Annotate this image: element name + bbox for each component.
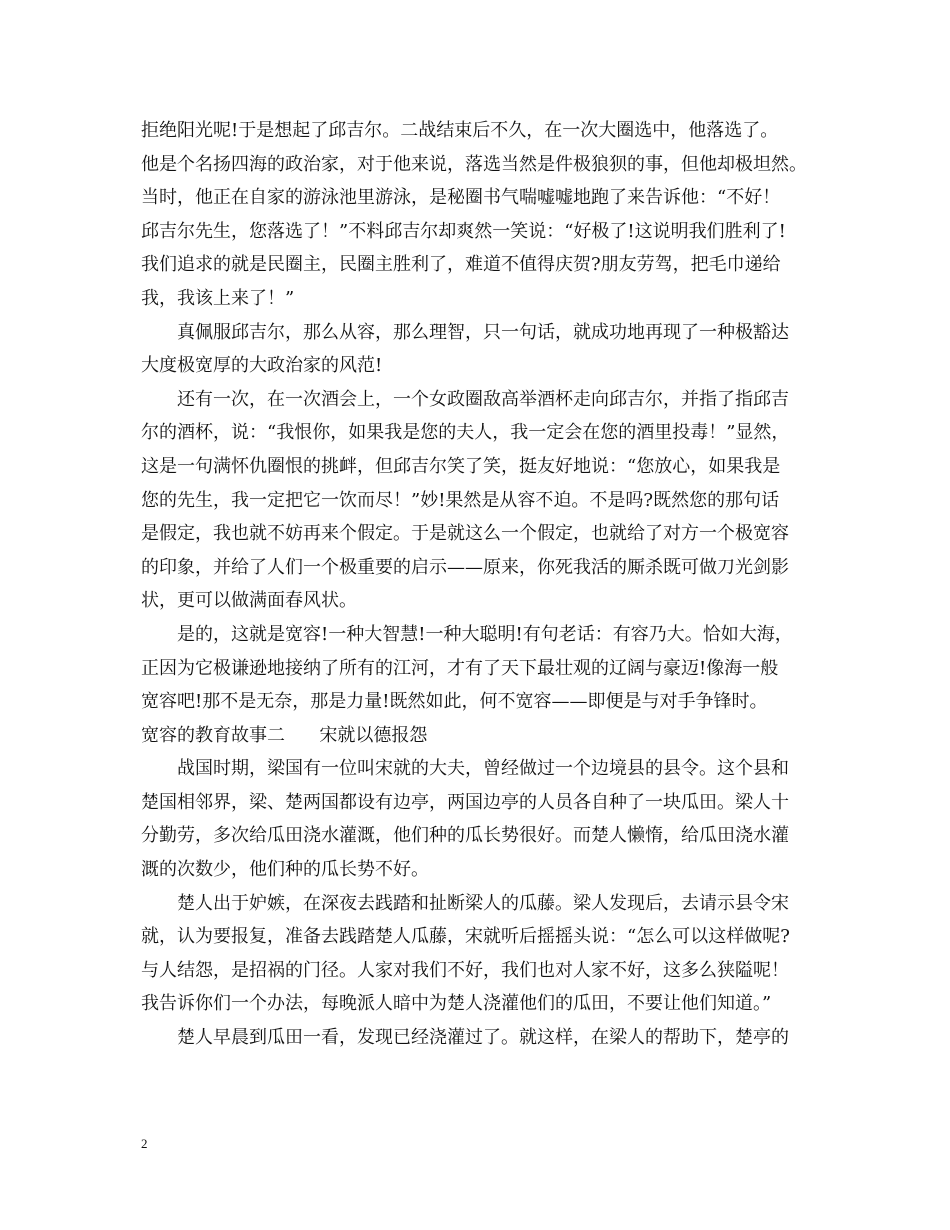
paragraph — [141, 618, 831, 719]
paragraph — [141, 752, 831, 886]
text-line: 大度极宽厚的大政治家的风范! — [141, 355, 383, 377]
text-line: 邱吉尔先生，您落选了！”不料邱吉尔却爽然一笑说：“好极了!这说明我们胜利了! — [141, 220, 786, 242]
text-line: 宽容吧!那不是无奈，那是力量!既然如此，何不宽容——即便是与对手争锋时。 — [141, 691, 768, 713]
text-line: 楚人出于妒嫉，在深夜去践踏和扯断梁人的瓜藤。梁人发现后，去请示县令宋 — [177, 892, 789, 914]
text-line: 我告诉你们一个办法，每晚派人暗中为楚人浇灌他们的瓜田，不要让他们知道。” — [141, 993, 772, 1015]
text-line: 我们追求的就是民圈主，民圈主胜利了，难道不值得庆贺?朋友劳驾，把毛巾递给 — [141, 254, 781, 276]
paragraph — [141, 383, 831, 618]
text-line: 正因为它极谦逊地接纳了所有的江河，才有了天下最壮观的辽阔与豪迈!像海一般 — [141, 657, 779, 679]
page-number: 2 — [141, 1136, 148, 1151]
text-line: 就，认为要报复，准备去践踏楚人瓜藤，宋就听后摇摇头说：“怎么可以这样做呢? — [141, 926, 790, 948]
text-line: 溉的次数少，他们种的瓜长势不好。 — [141, 859, 429, 881]
text-line: 与人结怨，是招祸的门径。人家对我们不好，我们也对人家不好，这多么狭隘呢！ — [141, 959, 789, 981]
text-line: 当时，他正在自家的游泳池里游泳，是秘圈书气喘嘘嘘地跑了来告诉他：“不好！ — [141, 187, 781, 209]
paragraph — [141, 887, 831, 1021]
text-line: 是的，这就是宽容!一种大智慧!一种大聪明!有句老话：有容乃大。恰如大海， — [177, 623, 793, 645]
text-line: 尔的酒杯，说：“我恨你，如果我是您的夫人，我一定会在您的酒里投毒！”显然， — [141, 422, 790, 444]
text-line: 您的先生，我一定把它一饮而尽！”妙!果然是从容不迫。不是吗?既然您的那句话 — [141, 489, 780, 511]
text-line: 分勤劳，多次给瓜田浇水灌溉，他们种的瓜长势很好。而楚人懒惰，给瓜田浇水灌 — [141, 825, 789, 847]
text-line: 状，更可以做满面春风状。 — [141, 590, 357, 612]
text-line: 他是个名扬四海的政治家，对于他来说，落选当然是件极狼狈的事，但他却极坦然。 — [141, 153, 807, 175]
text-line: 我，我该上来了！” — [141, 287, 295, 309]
text-line: 楚人早晨到瓜田一看，发现已经浇灌过了。就这样，在梁人的帮助下，楚亭的 — [177, 1027, 789, 1049]
text-line: 这是一句满怀仇圈恨的挑衅，但邱吉尔笑了笑，挺友好地说：“您放心，如果我是 — [141, 455, 781, 477]
text-line: 真佩服邱吉尔，那么从容，那么理智，只一句话，就成功地再现了一种极豁达 — [177, 321, 789, 343]
text-line: 是假定，我也就不妨再来个假定。于是就这么一个假定，也就给了对方一个极宽容 — [141, 523, 789, 545]
paragraph — [141, 1021, 831, 1055]
paragraph — [141, 316, 831, 383]
section-title: 宽容的教育故事二 宋就以德报怨 — [141, 724, 428, 746]
paragraph — [141, 114, 831, 316]
text-line: 楚国相邻界，梁、楚两国都设有边亭，两国边亭的人员各自种了一块瓜田。梁人十 — [141, 791, 789, 813]
text-line: 拒绝阳光呢!于是想起了邱吉尔。二战结束后不久，在一次大圈选中，他落选了。 — [141, 120, 779, 141]
text-line: 的印象，并给了人们一个极重要的启示——原来，你死我活的厮杀既可做刀光剑影 — [141, 556, 789, 578]
text-line: 战国时期，梁国有一位叫宋就的大夫，曾经做过一个边境县的县令。这个县和 — [177, 758, 789, 780]
document-body — [141, 114, 831, 1055]
text-line: 还有一次，在一次酒会上，一个女政圈敌高举酒杯走向邱吉尔，并指了指邱吉 — [177, 388, 789, 410]
